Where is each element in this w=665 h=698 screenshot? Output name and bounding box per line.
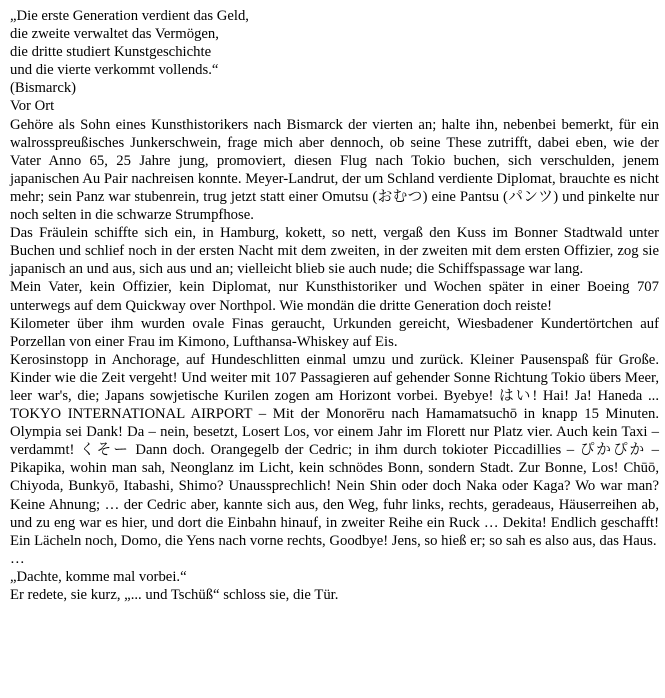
epigraph-attribution: (Bismarck) (10, 80, 77, 97)
epigraph-line: die dritte studiert Kunstgeschichte (10, 44, 212, 61)
ellipsis-line: … (10, 550, 25, 567)
epigraph-line: „Die erste Generation verdient das Geld, (10, 8, 249, 24)
paragraph: Kerosinstopp in Anchorage, auf Hundeschlitten einmal umzu und zurück. Kleiner Pausenspaß für Große. Kinder wie die Zeit vergeht! Und weiter mit 107 Passagieren auf gehender Sonne Richtung Tokio übers Meer, leer war's, die; Japans sowjetische Kurilen zogen am Horizont vorbei. Byebye! はい! Hai! Ja! Haneda ... TOKYO INTERNATIONAL AIRPORT – Mit der Monorēru nach Hamamatsuchō in knapp 15 Minuten. Olympia sei Dank! Da – nein, besetzt, Losert Los, vor einem Jahr im Florett nur Platz vier. Auch kein Taxi – verdammt! くそー Dann doch. Orangegelb der Cedric; in ihm durch tokioter Piccadillies – ぴかぴか – Pikapika, wohin man sah, Neonglanz im Licht, kein schnödes Bonn, sondern Stadt. Zur Bonne, Los! Chūō, Chiyoda, Bunkyō, Itabashi, Shimo? Unaussprechlich! Nein Shin oder doch Naka oder Kaga? Wo war man? Keine Ahnung; … der Cedric aber, kannte sich aus, den Weg, fuhr links, rechts, geradeaus, Häuserreihen ab, und zu eng war es hier, und dort die Einbahn hinauf, in zweiter Reihe ein Ruck … Dekita! Endlich geschafft! Ein Lächeln noch, Domo, die Yens nach vorne rechts, Goodbye! Jens, so hieß er; so sah es also aus, das Haus. (10, 351, 659, 549)
epigraph-line: und die vierte verkommt vollends.“ (10, 62, 219, 79)
closing-line: Er redete, sie kurz, „... und Tschüß“ schloss sie, die Tür. (10, 587, 339, 603)
paragraph: Gehöre als Sohn eines Kunsthistorikers nach Bismarck der vierten an; halte ihn, nebenbei bemerkt, für ein walrosspreußisches Junkerschwein, frage mich aber dennoch, ob seine These zutrifft, dabei eben, wie der Vater Anno 65, 25 Jahre jung, promoviert, diesen Flug nach Tokio buchen, sich verschulden, jenem japanischen Au Pair nachreisen konnte. Meyer-Landrut, der um Schland verdiente Diplomat, brauchte es nicht mehr; sein Panz war stubenrein, trug jetzt statt einer Omutsu (おむつ) eine Pantsu (パンツ) und pinkelte nur noch selten in die schwarze Strumpfhose. (10, 116, 659, 224)
paragraph: Das Fräulein schiffte sich ein, in Hamburg, kokett, so nett, vergaß den Kuss im Bonner Stadtwald unter Buchen und schlief noch in der ersten Nacht mit dem zweiten, in der zweiten mit dem ersten Offizier, zog sie japanisch an und aus, sich aus und an; vielleicht blieb sie auch nude; die Schiffspassage war lang. (10, 225, 659, 278)
paragraph: Kilometer über ihm wurden ovale Finas geraucht, Urkunden gereicht, Wiesbadener Kundertörtchen auf Porzellan von einer Frau im Kimono, Lufthansa-Whiskey auf Eis. (10, 315, 659, 350)
epigraph-line: die zweite verwaltet das Vermögen, (10, 26, 219, 43)
epigraph (10, 7, 659, 97)
section-heading: Vor Ort (10, 98, 55, 115)
closing-line: „Dachte, komme mal vorbei.“ (10, 568, 187, 585)
paragraph: Mein Vater, kein Offizier, kein Diplomat, nur Kunsthistoriker und Wochen später in einer Boeing 707 unterwegs auf dem Quickway over Northpol. Wie mondän die dritte Generation doch reiste! (10, 279, 659, 314)
